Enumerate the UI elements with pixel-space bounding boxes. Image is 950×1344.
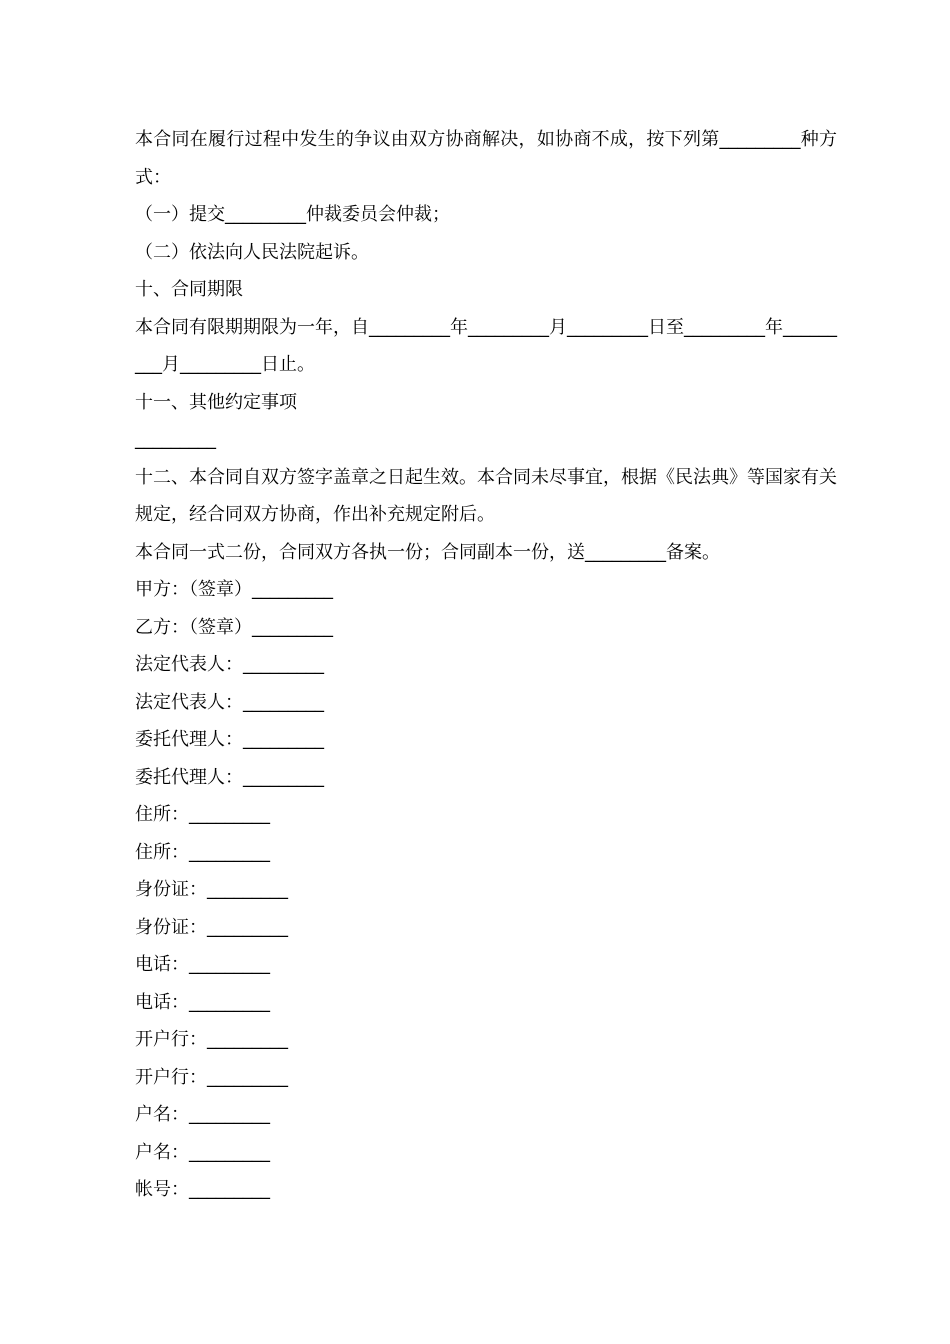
dispute-resolution-paragraph: 本合同在履行过程中发生的争议由双方协商解决，如协商不成，按下列第_________种方式： — [135, 129, 837, 188]
arbitration-option: （一）提交_________仲裁委员会仲裁； — [135, 204, 450, 225]
phone-b: 电话：_________ — [135, 991, 270, 1013]
id-card-a: 身份证：_________ — [135, 879, 288, 900]
document-page — [115, 121, 837, 1209]
bank-b: 开户行：_________ — [135, 1066, 288, 1088]
address-a: 住所：_________ — [135, 804, 270, 825]
account-name-b: 户名：_________ — [135, 1141, 270, 1163]
account-number-a: 帐号：_________ — [135, 1179, 270, 1200]
litigation-option: （二）依法向人民法院起诉。 — [135, 241, 369, 263]
authorized-agent-b: 委托代理人：_________ — [135, 766, 324, 788]
other-terms-blank: _________ — [135, 429, 216, 450]
address-b: 住所：_________ — [135, 841, 270, 863]
party-b-signature: 乙方：（签章）_________ — [135, 616, 333, 638]
bank-a: 开户行：_________ — [135, 1029, 288, 1050]
section-ten-heading: 十、合同期限 — [135, 279, 243, 300]
legal-representative-a: 法定代表人：_________ — [135, 654, 324, 675]
legal-representative-b: 法定代表人：_________ — [135, 691, 324, 713]
phone-a: 电话：_________ — [135, 954, 270, 975]
party-a-signature: 甲方：（签章）_________ — [135, 579, 333, 600]
copies-paragraph: 本合同一式二份，合同双方各执一份；合同副本一份，送_________备案。 — [135, 541, 720, 563]
section-eleven-heading: 十一、其他约定事项 — [135, 391, 297, 413]
authorized-agent-a: 委托代理人：_________ — [135, 729, 324, 750]
section-twelve-paragraph: 十二、本合同自双方签字盖章之日起生效。本合同未尽事宜，根据《民法典》等国家有关规定，经合同双方协商，作出补充规定附后。 — [135, 466, 837, 525]
contract-term-paragraph: 本合同有限期期限为一年，自_________年_________月_________日至_________年_________月_________日止。 — [135, 316, 837, 375]
id-card-b: 身份证：_________ — [135, 916, 288, 938]
account-name-a: 户名：_________ — [135, 1104, 270, 1125]
